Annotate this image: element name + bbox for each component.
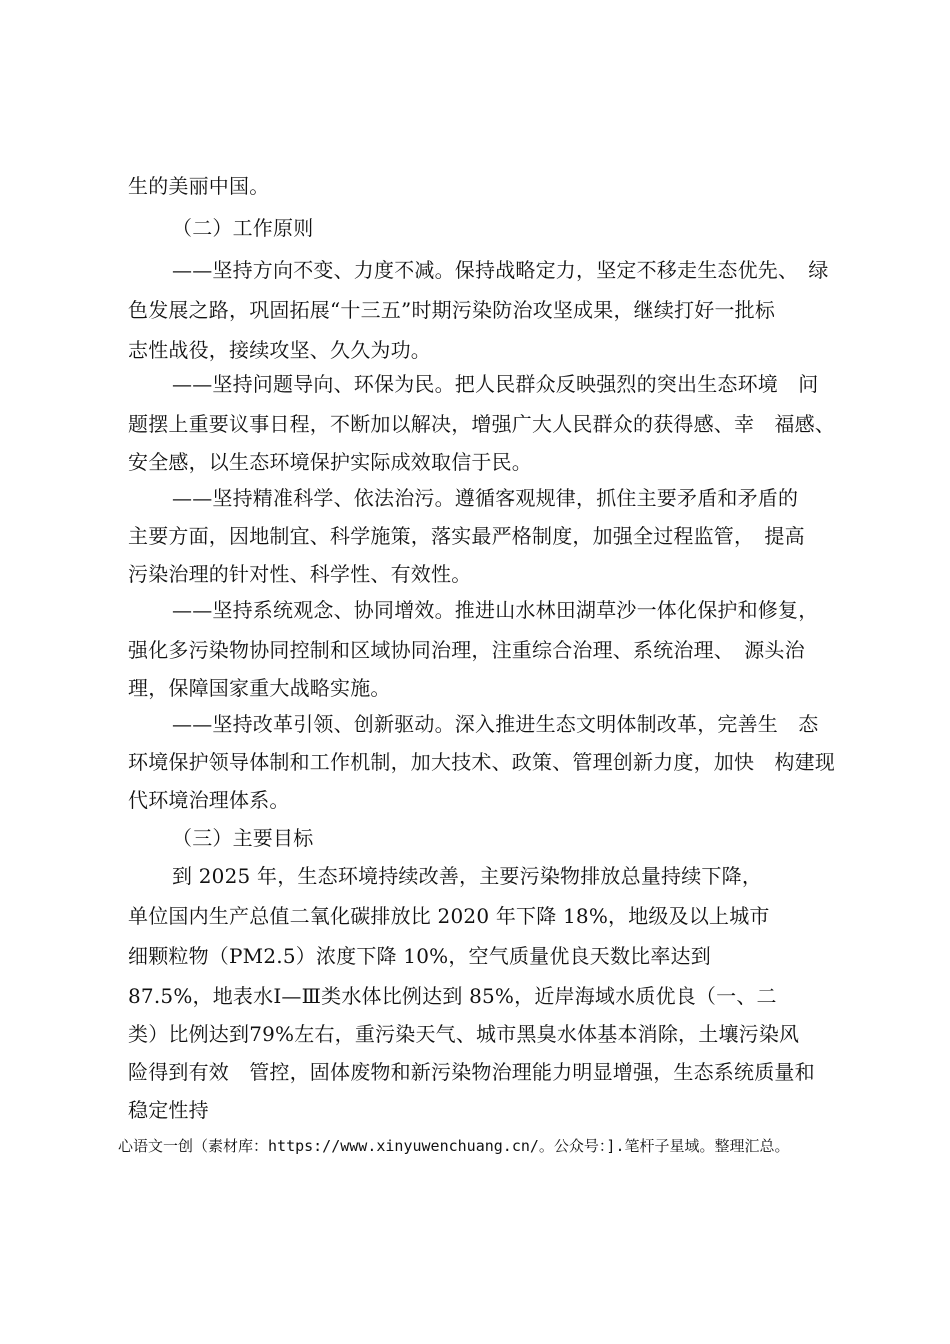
text-line: 主要方面，因地制宜、科学施策，落实最严格制度，加强全过程监管， 提高	[128, 524, 805, 548]
text-line: 代环境治理体系。	[128, 788, 290, 812]
text-line: 到 2025 年，生态环境持续改善，主要污染物排放总量持续下降，	[172, 864, 763, 888]
text-line: ——坚持系统观念、协同增效。推进山水林田湖草沙一体化保护和修复，	[172, 598, 819, 622]
section-heading: （二）工作原则	[172, 216, 314, 240]
text-line: ——坚持精准科学、依法治污。遵循客观规律，抓住主要矛盾和矛盾的	[172, 486, 799, 510]
footer-note: 心语文一创（素材库：https://www.xinyuwenchuang.cn/。公众号：].笔杆子星域。整理汇总。	[118, 1137, 790, 1155]
text-line: 单位国内生产总值二氧化碳排放比 2020 年下降 18%，地级及以上城市	[128, 904, 770, 928]
text-line: 理，保障国家重大战略实施。	[128, 676, 391, 700]
text-line: 类）比例达到79%左右，重污染天气、城市黑臭水体基本消除，土壤污染风	[128, 1022, 800, 1046]
text-line: 色发展之路，巩固拓展“十三五”时期污染防治攻坚成果，继续打好一批标	[128, 298, 776, 322]
text-line: 87.5%，地表水Ⅰ—Ⅲ类水体比例达到 85%，近岸海域水质优良（一、二	[128, 984, 777, 1008]
text-line: 题摆上重要议事日程，不断加以解决，增强广大人民群众的获得感、幸 福感、	[128, 412, 835, 436]
text-line: 污染治理的针对性、科学性、有效性。	[128, 562, 472, 586]
text-line: 志性战役，接续攻坚、久久为功。	[128, 338, 431, 362]
text-line: ——坚持方向不变、力度不减。保持战略定力，坚定不移走生态优先、 绿	[172, 258, 829, 282]
text-line: 稳定性持	[128, 1098, 209, 1122]
text-line: 强化多污染物协同控制和区域协同治理，注重综合治理、系统治理、 源头治	[128, 638, 805, 662]
text-line: 生的美丽中国。	[128, 174, 270, 198]
text-line: 险得到有效 管控，固体废物和新污染物治理能力明显增强，生态系统质量和	[128, 1060, 815, 1084]
text-line: 安全感，以生态环境保护实际成效取信于民。	[128, 450, 532, 474]
text-line: 环境保护领导体制和工作机制，加大技术、政策、管理创新力度，加快 构建现	[128, 750, 835, 774]
text-line: 细颗粒物（PM2.5）浓度下降 10%，空气质量优良天数比率达到	[128, 944, 711, 968]
text-line: ——坚持问题导向、环保为民。把人民群众反映强烈的突出生态环境 问	[172, 372, 819, 396]
text-line: ——坚持改革引领、创新驱动。深入推进生态文明体制改革，完善生 态	[172, 712, 819, 736]
section-heading: （三）主要目标	[172, 826, 314, 850]
